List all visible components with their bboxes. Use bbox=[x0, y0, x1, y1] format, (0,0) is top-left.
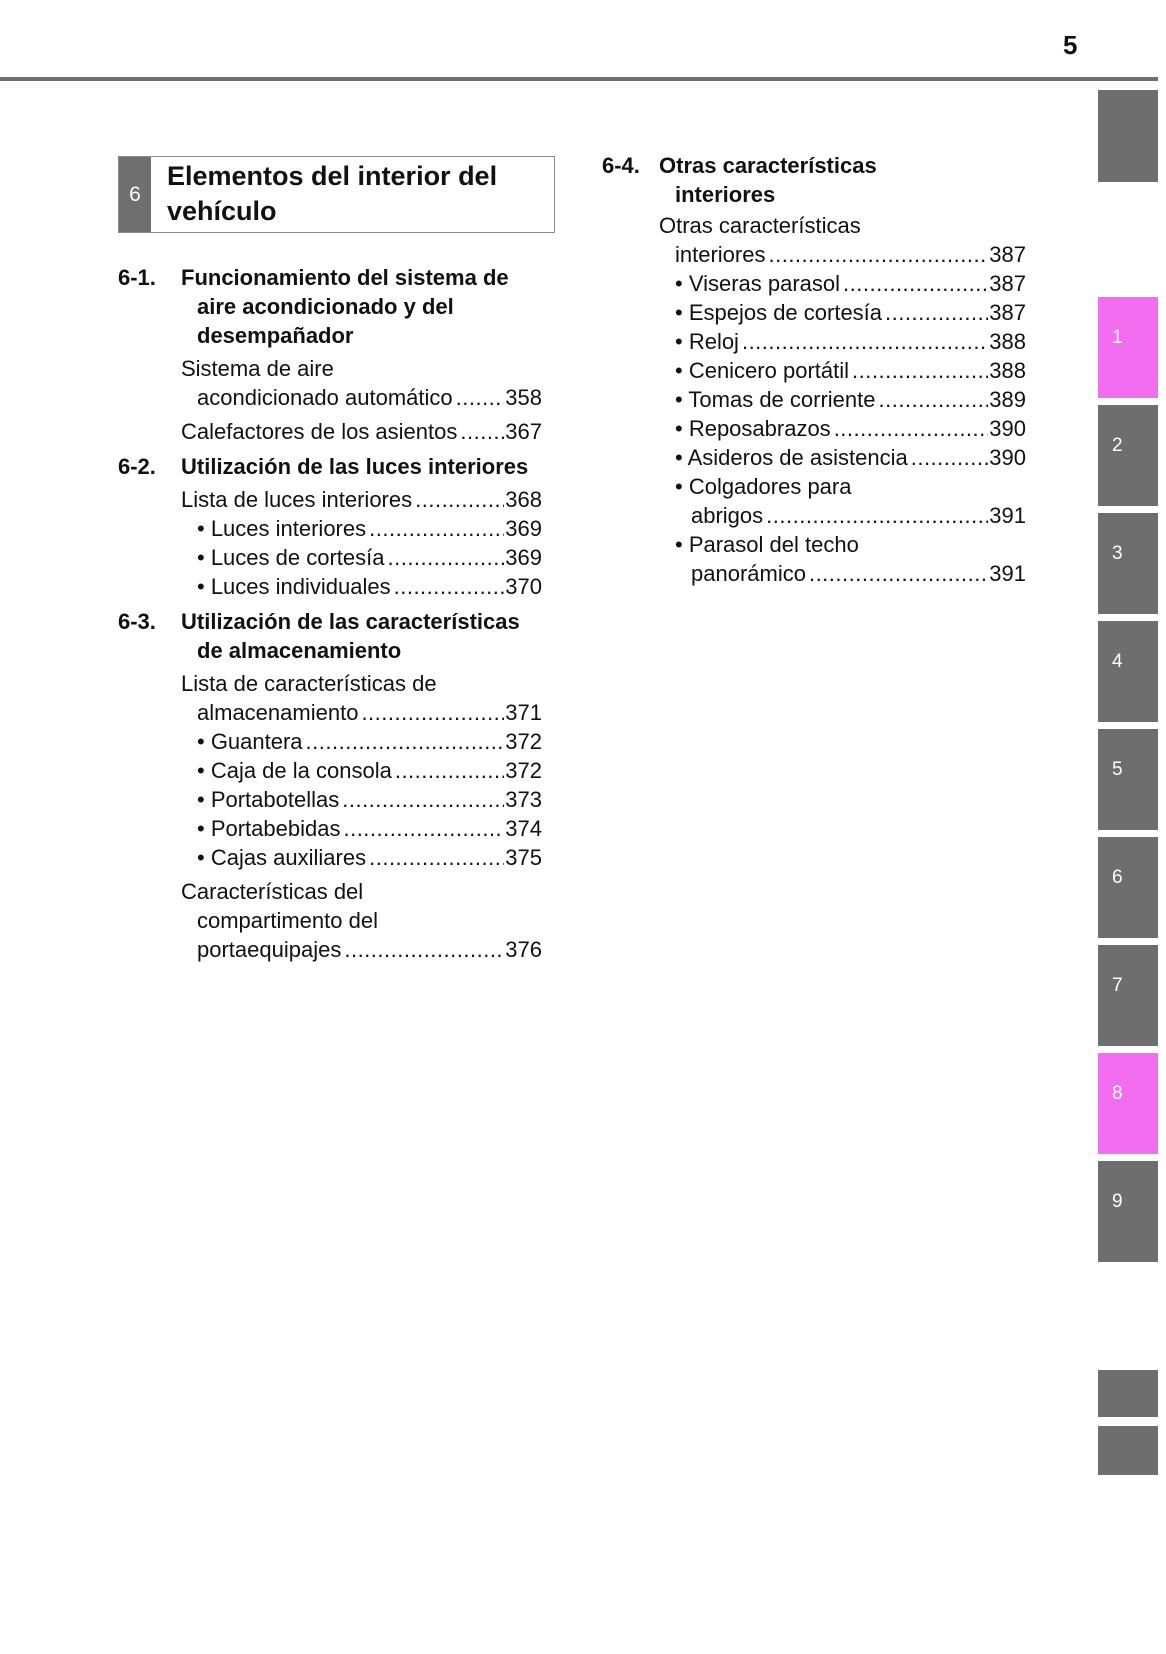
toc-group bbox=[118, 669, 542, 872]
toc-entry-page: 387 bbox=[989, 242, 1026, 267]
toc-entry-page: 358 bbox=[505, 385, 542, 410]
toc-entry-lead: Otras características bbox=[659, 213, 861, 238]
side-tab-top[interactable] bbox=[1098, 90, 1158, 182]
section-code: 6-3. bbox=[118, 609, 156, 634]
dot-leader bbox=[852, 356, 988, 385]
toc-subentry-label: abrigos bbox=[691, 503, 764, 528]
dot-leader bbox=[834, 414, 989, 443]
dot-leader bbox=[766, 501, 988, 530]
chapter-title: Elementos del interior del vehículo bbox=[167, 161, 498, 226]
toc-subentry[interactable] bbox=[659, 559, 1026, 588]
toc-subentry[interactable] bbox=[659, 501, 1026, 530]
toc-subentry-page: 369 bbox=[505, 516, 542, 541]
toc-subentry-page: 369 bbox=[505, 545, 542, 570]
toc-subentry-label: • Portabotellas bbox=[197, 787, 340, 812]
side-tab-index-2[interactable] bbox=[1098, 1426, 1158, 1475]
page-number: 5 bbox=[1063, 30, 1078, 60]
toc-subentry[interactable] bbox=[181, 756, 542, 785]
toc-subentry-page: 390 bbox=[989, 416, 1026, 441]
side-tab-label: 2 bbox=[1112, 435, 1123, 456]
toc-subentry-label: • Luces de cortesía bbox=[197, 545, 385, 570]
side-tab-5[interactable] bbox=[1098, 729, 1158, 830]
toc-subentry-page: 391 bbox=[989, 561, 1026, 586]
side-tab-4[interactable] bbox=[1098, 621, 1158, 722]
dot-leader bbox=[343, 814, 504, 843]
toc-subentry[interactable] bbox=[181, 727, 542, 756]
dot-leader bbox=[742, 327, 988, 356]
section-6-3-heading[interactable] bbox=[118, 607, 542, 665]
toc-subentry-label: • Reposabrazos bbox=[675, 416, 831, 441]
toc-subentry-label: • Caja de la consola bbox=[197, 758, 392, 783]
toc-subentry-page: 387 bbox=[989, 271, 1026, 296]
side-tab-8[interactable] bbox=[1098, 1053, 1158, 1154]
side-tab-2[interactable] bbox=[1098, 405, 1158, 506]
toc-subentry-lead: • Parasol del techo bbox=[675, 532, 859, 557]
toc-subentry-page: 389 bbox=[989, 387, 1026, 412]
toc-subentry[interactable] bbox=[181, 514, 542, 543]
dot-leader bbox=[911, 443, 989, 472]
dot-leader bbox=[387, 543, 504, 572]
toc-subentry-label: • Cajas auxiliares bbox=[197, 845, 367, 870]
section-code: 6-1. bbox=[118, 265, 156, 290]
dot-leader bbox=[843, 269, 988, 298]
side-tab-7[interactable] bbox=[1098, 945, 1158, 1046]
toc-entry-label: interiores bbox=[675, 242, 766, 267]
dot-leader bbox=[306, 727, 505, 756]
toc-entry[interactable] bbox=[181, 485, 542, 514]
toc-subentry-page: 390 bbox=[989, 445, 1026, 470]
toc-subentry[interactable] bbox=[659, 356, 1026, 385]
toc-subentry[interactable] bbox=[659, 443, 1026, 472]
toc-entry-label: acondicionado automático bbox=[197, 385, 453, 410]
side-tab-label: 8 bbox=[1112, 1083, 1123, 1104]
section-6-4-heading[interactable] bbox=[602, 151, 1026, 209]
toc-subentry-label: • Viseras parasol bbox=[675, 271, 841, 296]
toc-subentry[interactable] bbox=[659, 298, 1026, 327]
toc-subentry-label: • Tomas de corriente bbox=[675, 387, 876, 412]
toc-entry-page: 371 bbox=[505, 700, 542, 725]
toc-entry-page: 368 bbox=[505, 487, 542, 512]
toc-group bbox=[118, 877, 542, 964]
side-tab-label: 6 bbox=[1112, 867, 1123, 888]
toc-group bbox=[118, 485, 542, 601]
toc-entry[interactable] bbox=[181, 698, 542, 727]
toc-entry[interactable] bbox=[181, 383, 542, 412]
toc-subentry-page: 372 bbox=[505, 758, 542, 783]
toc-subentry-lead: • Colgadores para bbox=[675, 474, 852, 499]
toc-entry[interactable] bbox=[659, 240, 1026, 269]
dot-leader bbox=[415, 485, 504, 514]
section-title: Otras características interiores bbox=[659, 153, 877, 207]
dot-leader bbox=[460, 417, 504, 446]
side-tab-label: 4 bbox=[1112, 651, 1123, 672]
section-title: Utilización de las características de almacenamiento bbox=[181, 609, 520, 663]
dot-leader bbox=[395, 756, 504, 785]
toc-subentry-page: 391 bbox=[989, 503, 1026, 528]
toc-subentry-page: 372 bbox=[505, 729, 542, 754]
toc-entry-label: portaequipajes bbox=[197, 937, 342, 962]
header-rule bbox=[0, 77, 1158, 81]
toc-group bbox=[118, 417, 542, 446]
section-title: Utilización de las luces interiores bbox=[181, 454, 529, 479]
toc-subentry[interactable] bbox=[659, 385, 1026, 414]
toc-entry[interactable] bbox=[181, 417, 542, 446]
toc-column-right bbox=[602, 151, 1026, 593]
side-tab-label: 9 bbox=[1112, 1191, 1123, 1212]
toc-entry-lead: Sistema de aire bbox=[181, 356, 334, 381]
side-tab-index-1[interactable] bbox=[1098, 1370, 1158, 1417]
dot-leader bbox=[394, 572, 505, 601]
toc-subentry-page: 388 bbox=[989, 329, 1026, 354]
side-tab-1[interactable] bbox=[1098, 297, 1158, 398]
toc-subentry-label: • Guantera bbox=[197, 729, 303, 754]
toc-subentry[interactable] bbox=[181, 785, 542, 814]
dot-leader bbox=[361, 698, 504, 727]
toc-subentry[interactable] bbox=[659, 327, 1026, 356]
side-tab-6[interactable] bbox=[1098, 837, 1158, 938]
chapter-number: 6 bbox=[119, 157, 151, 232]
section-title: Funcionamiento del sistema de aire acondicionado y del desempañador bbox=[181, 265, 509, 348]
toc-subentry-label: panorámico bbox=[691, 561, 806, 586]
dot-leader bbox=[344, 935, 504, 964]
side-tab-label: 3 bbox=[1112, 543, 1123, 564]
toc-subentry[interactable] bbox=[659, 269, 1026, 298]
dot-leader bbox=[369, 514, 504, 543]
toc-group bbox=[118, 354, 542, 412]
toc-entry-label: Lista de luces interiores bbox=[181, 487, 413, 512]
section-6-1-heading[interactable] bbox=[118, 263, 542, 350]
toc-subentry-label: • Luces individuales bbox=[197, 574, 391, 599]
toc-subentry-label: • Cenicero portátil bbox=[675, 358, 850, 383]
side-tab-9[interactable] bbox=[1098, 1161, 1158, 1262]
toc-entry-label: Calefactores de los asientos bbox=[181, 419, 458, 444]
dot-leader bbox=[768, 240, 988, 269]
toc-subentry-label: • Luces interiores bbox=[197, 516, 367, 541]
section-6-2-heading[interactable] bbox=[118, 452, 542, 481]
toc-subentry[interactable] bbox=[181, 543, 542, 572]
toc-subentry-page: 388 bbox=[989, 358, 1026, 383]
toc-entry-page: 367 bbox=[505, 419, 542, 444]
dot-leader bbox=[456, 383, 505, 412]
toc-subentry[interactable] bbox=[659, 414, 1026, 443]
toc-entry-lead: Características del compartimento del bbox=[181, 879, 378, 933]
toc-entry[interactable] bbox=[181, 935, 542, 964]
toc-subentry-label: • Reloj bbox=[675, 329, 739, 354]
side-tab-3[interactable] bbox=[1098, 513, 1158, 614]
dot-leader bbox=[809, 559, 988, 588]
side-tab-label: 7 bbox=[1112, 975, 1123, 996]
toc-subentry-page: 373 bbox=[505, 787, 542, 812]
toc-entry-lead: Lista de características de bbox=[181, 671, 437, 696]
toc-subentry-label: • Portabebidas bbox=[197, 816, 341, 841]
toc-subentry-page: 374 bbox=[505, 816, 542, 841]
section-code: 6-2. bbox=[118, 454, 156, 479]
chapter-header bbox=[118, 156, 555, 233]
toc-subentry[interactable] bbox=[181, 572, 542, 601]
toc-subentry-label: • Espejos de cortesía bbox=[675, 300, 883, 325]
toc-subentry-page: 370 bbox=[505, 574, 542, 599]
toc-entry-label: almacenamiento bbox=[197, 700, 359, 725]
toc-subentry-page: 375 bbox=[505, 845, 542, 870]
side-tab-label: 1 bbox=[1112, 327, 1123, 348]
dot-leader bbox=[885, 298, 988, 327]
toc-subentry-page: 387 bbox=[989, 300, 1026, 325]
side-tab-label: 5 bbox=[1112, 759, 1123, 780]
dot-leader bbox=[879, 385, 989, 414]
toc-subentry[interactable] bbox=[181, 843, 542, 872]
toc-subentry-label: • Asideros de asistencia bbox=[675, 445, 908, 470]
dot-leader bbox=[369, 843, 504, 872]
dot-leader bbox=[342, 785, 504, 814]
section-code: 6-4. bbox=[602, 153, 640, 178]
toc-column-left bbox=[118, 263, 542, 969]
toc-group bbox=[602, 211, 1026, 588]
toc-subentry[interactable] bbox=[181, 814, 542, 843]
toc-entry-page: 376 bbox=[505, 937, 542, 962]
